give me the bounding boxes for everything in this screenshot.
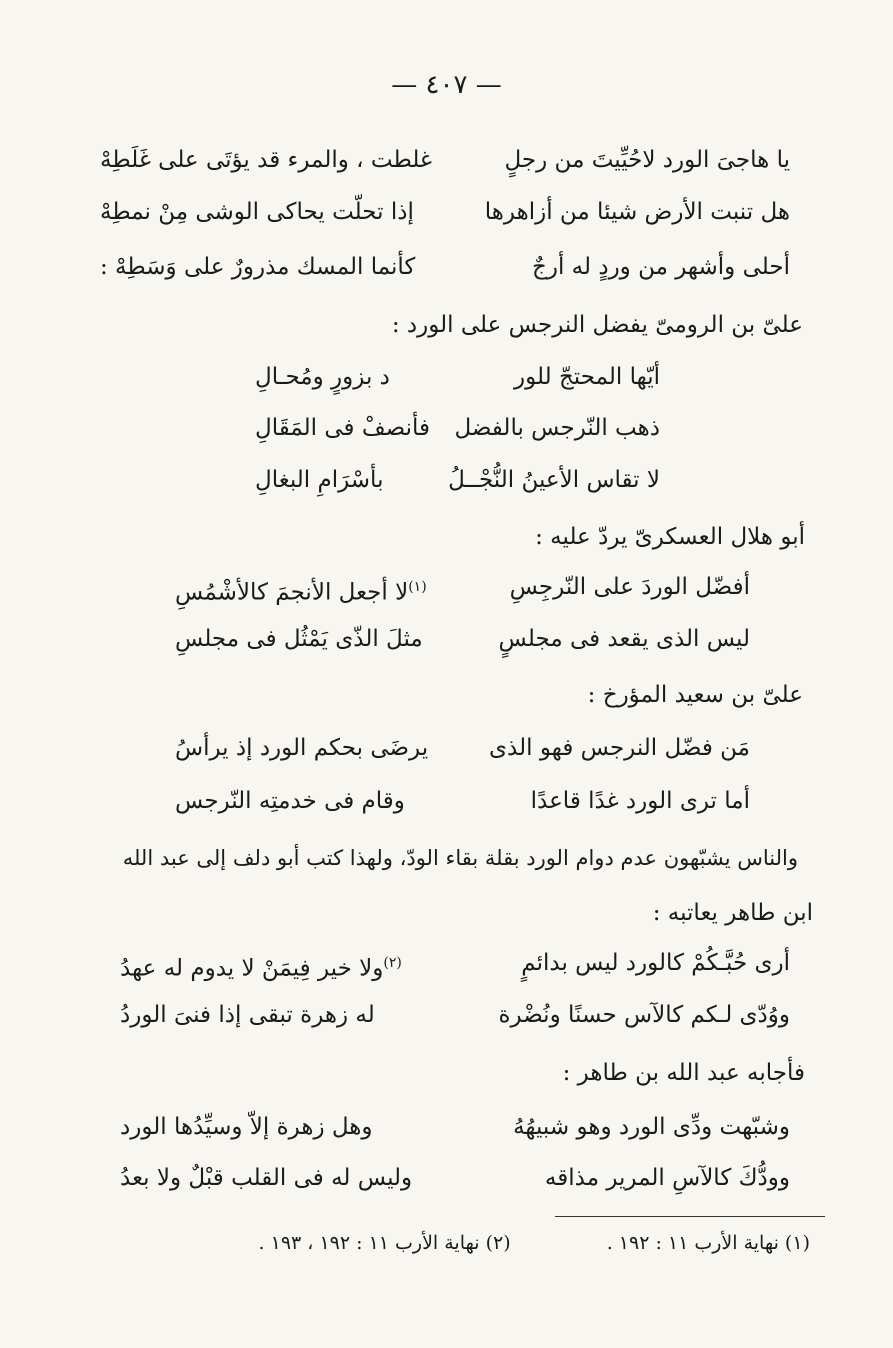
hemistich-text: لا أجعل الأنجمَ كالأشْمُسِ [175,579,409,606]
verse-hemistich-first: أرى حُبَّـكُمْ كالورد ليس بدائمٍ [521,950,790,976]
verse-line [175,733,750,767]
verse-hemistich-first: وودُّكَ كالآسِ المرير مذاقه [544,1165,790,1191]
verse-line [120,1163,790,1197]
poet-intro: أبو هلال العسكرىّ يردّ عليه : [535,524,805,550]
verse-line [175,624,750,658]
verse-hemistich-second: وهل زهرة إلاّ وسيِّدُها الورد [120,1114,373,1140]
verse-line [255,413,660,447]
verse-line [100,197,790,231]
page-number: — ٤٠٧ — [391,70,502,100]
poet-intro: علىّ بن سعيد المؤرخ : [587,682,803,708]
verse-line [120,1112,790,1146]
verse-hemistich-first: وشبّهت ودِّى الورد وهو شبيهُهُ [513,1114,790,1140]
verse-line [120,1000,790,1034]
verse-hemistich-second: له زهرة تبقى إذا فنىَ الوردُ [120,1002,375,1028]
poet-intro: علىّ بن الرومىّ يفضل النرجس على الورد : [391,312,803,338]
verse-hemistich-first: أحلى وأشهر من وردٍ له أرجٌ [532,254,790,280]
verse-hemistich-second: إذا تحلّت يحاكى الوشى مِنْ نمطِهْ [100,199,414,225]
verse-line [100,252,790,286]
verse-hemistich-second [120,948,402,984]
verse-line [175,572,750,606]
poet-intro: فأجابه عبد الله بن طاهر : [562,1060,805,1086]
verse-hemistich-second: د بزورٍ ومُحـالِ [255,364,390,390]
verse-hemistich-second: غلطت ، والمرء قد يؤتَى على غَلَطِهْ [100,147,432,173]
prose-line: والناس يشبّهون عدم دوام الورد بقلة بقاء الودّ، ولهذا كتب أبو دلف إلى عبد الله [122,846,798,870]
prose-line: ابن طاهر يعاتبه : [652,900,813,926]
verse-hemistich-first: يا هاجىَ الورد لاحُيِّيتَ من رجلٍ [504,147,790,173]
verse-hemistich-first: هل تنبت الأرض شيئا من أزاهرها [484,199,790,225]
verse-hemistich-second: كأنما المسك مذرورٌ على وَسَطِهْ : [100,254,416,280]
verse-hemistich-first: أما ترى الورد غدًا قاعدًا [530,788,750,814]
verse-line [120,948,790,982]
verse-line [255,362,660,396]
verse-hemistich-second: وقام فى خدمتِه النّرجس [175,788,405,814]
verse-hemistich-second: بأسْرَامِ البغالِ [255,467,384,493]
footnote-divider [555,1216,825,1217]
footnote-2: (٢) نهاية الأرب ١١ : ١٩٢ ، ١٩٣ . [258,1232,511,1254]
verse-hemistich-second [175,572,427,608]
verse-hemistich-second: مثلَ الذّى يَمْثُل فى مجلسِ [175,626,423,652]
verse-line [255,465,660,499]
footnote-ref: (١) [408,579,427,595]
verse-hemistich-second: يرضَى بحكم الورد إذ يرأسُ [175,735,429,761]
verse-hemistich-second: فأنصفْ فى المَقَالِ [255,415,430,441]
verse-hemistich-first: لا تقاس الأعينُ النُّجْــلُ [448,467,660,493]
verse-hemistich-first: ليس الذى يقعد فى مجلسٍ [498,626,750,652]
verse-hemistich-first: أيّها المحتجّ للور [514,364,660,390]
hemistich-text: ولا خير فِيمَنْ لا يدوم له عهدُ [120,955,384,982]
verse-hemistich-first: ووُدّى لـكم كالآس حسنًا ونُضْرة [498,1002,790,1028]
verse-hemistich-first: ذهب النّرجس بالفضل [454,415,660,441]
verse-line [175,786,750,820]
verse-hemistich-first: أفضّل الوردَ على النّرجِسِ [509,574,750,600]
verse-hemistich-second: وليس له فى القلب قبْلٌ ولا بعدُ [120,1165,413,1191]
footnote-ref: (٢) [383,955,402,971]
footnotes [150,1232,810,1254]
verse-hemistich-first: مَن فضّل النرجس فهو الذى [489,735,750,761]
verse-line [100,145,790,179]
footnote-1: (١) نهاية الأرب ١١ : ١٩٢ . [606,1232,810,1254]
